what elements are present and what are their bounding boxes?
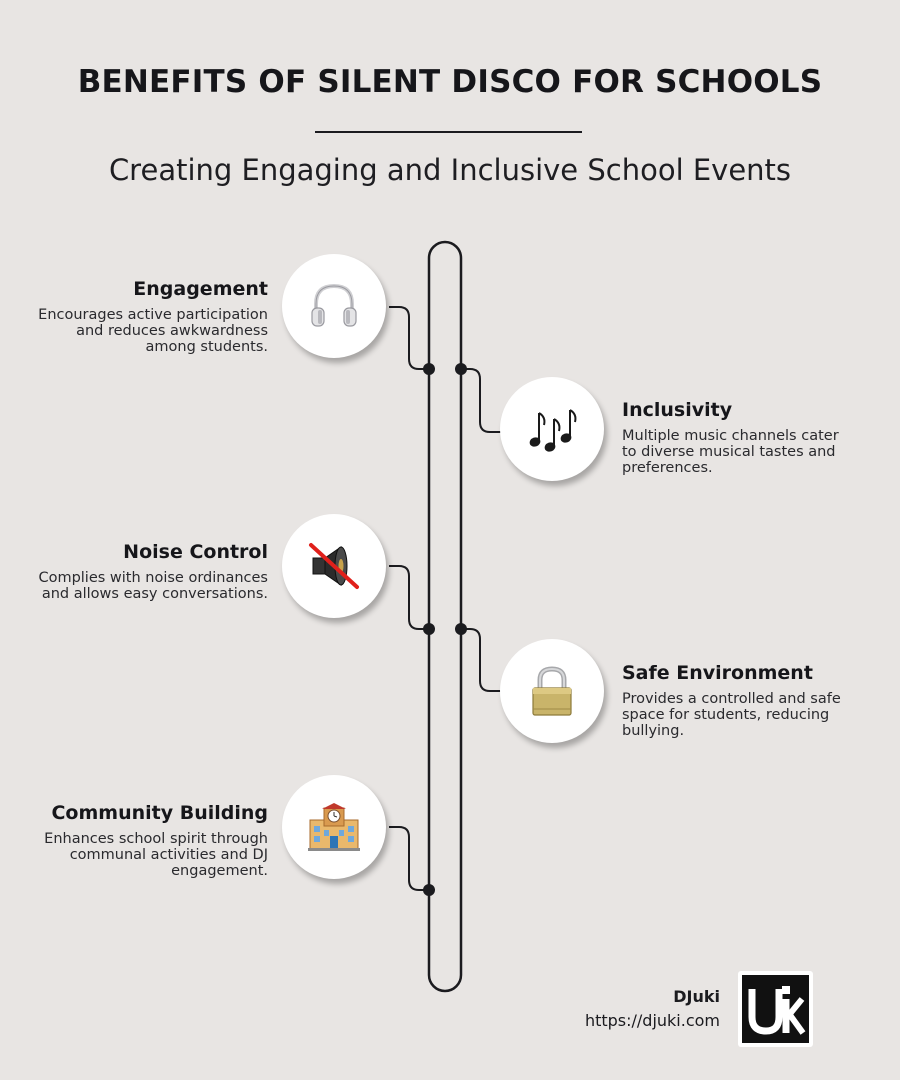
connector-inclusivity bbox=[461, 369, 503, 432]
node-inclusivity bbox=[455, 363, 467, 375]
benefit-safe-environment bbox=[622, 661, 842, 739]
benefit-description: Enhances school spirit through communal activities and DJ engagement. bbox=[44, 831, 268, 879]
brand-url[interactable]: https://djuki.com bbox=[584, 1011, 720, 1030]
brand-logo bbox=[738, 971, 813, 1047]
page-subtitle: Creating Engaging and Inclusive School Events bbox=[108, 153, 792, 187]
school-building-icon bbox=[306, 802, 362, 852]
headphones-icon bbox=[306, 278, 362, 334]
node-noise-control bbox=[423, 623, 435, 635]
benefit-title: Noise Control bbox=[123, 541, 268, 563]
benefit-engagement bbox=[38, 277, 268, 355]
music-notes-icon bbox=[524, 401, 580, 457]
brand-name: DJuki bbox=[673, 987, 720, 1006]
benefit-description: Complies with noise ordinances and allows easy conversations. bbox=[38, 570, 268, 602]
benefit-title: Safe Environment bbox=[622, 662, 813, 684]
circle-safe-environment bbox=[500, 639, 604, 743]
benefit-inclusivity bbox=[622, 398, 842, 476]
circle-engagement bbox=[282, 254, 386, 358]
connector-noise-control bbox=[389, 566, 429, 629]
padlock-icon bbox=[527, 663, 577, 719]
muted-speaker-icon bbox=[305, 537, 363, 595]
node-community-building bbox=[423, 884, 435, 896]
circle-inclusivity bbox=[500, 377, 604, 481]
connector-engagement bbox=[389, 307, 429, 369]
circle-community-building bbox=[282, 775, 386, 879]
node-engagement bbox=[423, 363, 435, 375]
timeline-track bbox=[429, 242, 461, 991]
djuki-logo-icon bbox=[742, 975, 809, 1043]
node-safe-environment bbox=[455, 623, 467, 635]
connector-safe-environment bbox=[461, 629, 503, 691]
connector-community-building bbox=[389, 827, 429, 890]
circle-noise-control bbox=[282, 514, 386, 618]
benefit-noise-control bbox=[38, 540, 268, 602]
benefit-community-building bbox=[38, 801, 268, 879]
benefit-title: Community Building bbox=[51, 802, 268, 824]
benefit-title: Engagement bbox=[133, 278, 268, 300]
page-title: BENEFITS OF SILENT DISCO FOR SCHOOLS bbox=[77, 64, 823, 100]
benefit-description: Multiple music channels cater to diverse musical tastes and preferences. bbox=[622, 428, 839, 476]
benefit-description: Encourages active participation and reduces awkwardness among students. bbox=[38, 307, 268, 355]
benefit-title: Inclusivity bbox=[622, 399, 733, 421]
benefit-description: Provides a controlled and safe space for students, reducing bullying. bbox=[622, 691, 841, 739]
